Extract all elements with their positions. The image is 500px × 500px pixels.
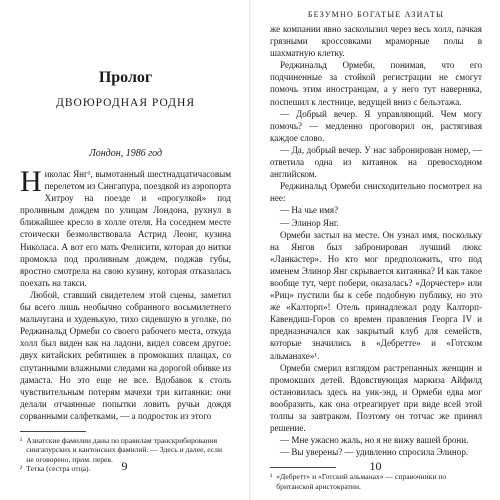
right-paragraph-4: Ормеби смерил взглядом растрепанных женщин и промокших детей. Вдовствующая маркиза Айфилд остановилась здесь на уик-энд, и Ормеби едва мог вообразить, как она отреагирует при виде всей этой толпы за завтраком. Поэтому он тотчас же принял решение. <box>270 362 482 434</box>
right-footnotes <box>270 472 482 491</box>
left-page <box>0 0 249 500</box>
drop-cap: Н <box>20 165 42 198</box>
footnote-divider <box>20 431 86 432</box>
left-paragraph-2: Любой, ставший свидетелем этой сцены, заметил бы всего лишь необычно собранного восьмилетнего мальчугана и худенькую, тихо сидевшую в уголке, по Реджинальд Ормеби со своего рабочего места, откуда холл был виден как на ладони, видел совсем другое: двух китайских ребятишек в промокших плащах, со спутанными влажными следами на дорогой обивке из дамаста. Но это еще не все. Вдобавок к столь чувствительным потерям мачехи три китаянки: они делали отчаянные попытки ловить ручьи дождя сорванными салфетками, — а подросток из этого <box>20 289 231 421</box>
chapter-title: Пролог <box>98 69 153 86</box>
footnote-text: Тетка (сестра отца). <box>26 464 91 474</box>
chapter-subtitle: ДВОЮРОДНАЯ РОДНЯ <box>56 97 195 109</box>
dialog-line: — Добрый вечер. Я управляющий. Чем могу помочь? — медленно проговорил он, растягивая каждое слово. <box>270 108 482 143</box>
dialog-line: — На чье имя? <box>280 205 339 216</box>
left-paragraph-1 <box>20 165 231 289</box>
footnote-number: ¹ <box>270 472 273 482</box>
footnote-text: «Дебретт» и «Готский альманах» — справочники по британской аристократии. <box>276 472 447 491</box>
right-paragraph-3: Ормеби застыл на месте. Он узнал имя, поскольку на Янгов был забронирован лучший люкс «Ланкастер». Но кто мог предположить, что под именем Элинор Янг скрывается китаянка? И как такое вообще тут, черт побери, оказалась? «Дорчестер» или «Риц» пустили бы к себе подобную публику, но это же «Калторп»! Отель принадлежал роду Калторп-Кавендиш-Горов со времен правления Георга IV и предназначался как закрытый клуб для семейств, которые значились в «Дебретте» и «Готском альманахе»¹. <box>270 229 482 361</box>
running-head: БЕЗУМНО БОГАТЫЕ АЗИАТЫ <box>307 10 445 19</box>
right-page <box>251 0 500 500</box>
dialog-line: — Вы уверены? — удивленно спросила Элинор. <box>280 447 469 458</box>
page-number: 10 <box>369 459 382 473</box>
right-paragraph-2: Реджинальд Ормеби, понимая, что его подчиненные за стойкой регистрации не смогут помочь этим иностранцам, а у него тут наверняка, поспешил к лестнице, ведущей вниз с бельэтажа. <box>270 60 482 107</box>
footnote-text: Азиатские фамилии даны по правилам транскрибирования сингапурских и кантонских фамилий. — Здесь и далее, если не оговорено, прим. перев. <box>26 435 223 464</box>
place-date: Лондон, 1986 год <box>88 148 163 159</box>
footnote-number: ¹ <box>20 435 23 445</box>
left-paragraph-1-text: иколас Янг¹, вымотанный шестнадцатичасовым перелетом из Сингапура, поездкой из аэропорта Хитроу на поезде и «прогулкой» под проливным дождем по улицам Лондона, рухнул в ближайшее кресло в холле отеля. На соседнем месте стоически безмолвствовала Астрид Леонг, кузина Николаса. А вот его мать Фелисити, которая до нитки промокла под проливным дождем, поджав губы, яростно смотрела на свою кузину, которая отказалась поехать на такси. <box>20 169 231 288</box>
dialog-line: — Да, добрый вечер. У нас забронирован номер, — ответила одна из китаянок на превосходном английском. <box>270 144 482 180</box>
right-paragraph-1: же компании явно засколызил через весь холл, пачкая грязными кроссовками мраморные полы в шахматную клетку. <box>270 24 482 59</box>
footnote-number: ² <box>20 464 23 474</box>
dialog-line: — Элинор Янг. <box>280 217 339 228</box>
footnote <box>270 472 482 491</box>
dialog-line: Реджинальд Ормеби снисходительно посмотрел на нее: <box>270 181 482 204</box>
dialog-line: — Мне ужасно жаль, но я не вижу вашей брони. <box>280 435 469 446</box>
page-number: 9 <box>121 459 128 473</box>
